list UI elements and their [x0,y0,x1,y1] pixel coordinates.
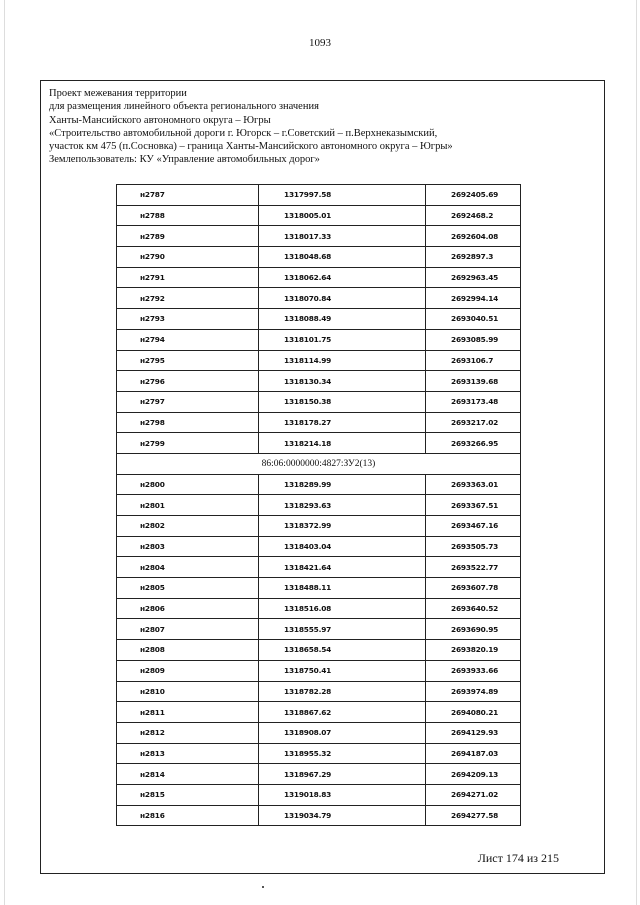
x-coordinate-cell: 1318178.27 [259,412,426,433]
table-row [117,578,521,599]
x-coordinate-cell: 1318867.62 [259,702,426,723]
point-id-cell: н2816 [117,805,259,826]
y-coordinate-cell: 2693607.78 [426,578,521,599]
table-row [117,784,521,805]
y-coordinate-cell: 2693367.51 [426,495,521,516]
point-id-cell: н2812 [117,722,259,743]
document-header [49,87,594,167]
y-coordinate-cell: 2692963.45 [426,267,521,288]
table-row [117,267,521,288]
y-coordinate-cell: 2693933.66 [426,660,521,681]
point-id-cell: н2807 [117,619,259,640]
y-coordinate-cell: 2692994.14 [426,288,521,309]
point-id-cell: н2798 [117,412,259,433]
y-coordinate-cell: 2693266.95 [426,433,521,454]
point-id-cell: н2803 [117,536,259,557]
x-coordinate-cell: 1318017.33 [259,226,426,247]
point-id-cell: н2791 [117,267,259,288]
point-id-cell: н2800 [117,474,259,495]
table-row [117,536,521,557]
x-coordinate-cell: 1317997.58 [259,185,426,206]
x-coordinate-cell: 1318372.99 [259,516,426,537]
table-row [117,557,521,578]
y-coordinate-cell: 2693173.48 [426,391,521,412]
x-coordinate-cell: 1318214.18 [259,433,426,454]
page-number: 1093 [309,37,331,49]
table-row [117,288,521,309]
y-coordinate-cell: 2693040.51 [426,309,521,330]
y-coordinate-cell: 2693217.02 [426,412,521,433]
table-row [117,516,521,537]
x-coordinate-cell: 1318955.32 [259,743,426,764]
table-row [117,412,521,433]
point-id-cell: н2788 [117,205,259,226]
table-row [117,433,521,454]
point-id-cell: н2805 [117,578,259,599]
document-frame [40,80,605,874]
table-row [117,743,521,764]
point-id-cell: н2809 [117,660,259,681]
x-coordinate-cell: 1318070.84 [259,288,426,309]
x-coordinate-cell: 1318403.04 [259,536,426,557]
table-row [117,329,521,350]
y-coordinate-cell: 2692468.2 [426,205,521,226]
table-row [117,598,521,619]
point-id-cell: н2799 [117,433,259,454]
point-id-cell: н2813 [117,743,259,764]
table-row [117,722,521,743]
point-id-cell: н2815 [117,784,259,805]
y-coordinate-cell: 2694129.93 [426,722,521,743]
x-coordinate-cell: 1318114.99 [259,350,426,371]
table-row [117,371,521,392]
point-id-cell: н2790 [117,247,259,268]
table-row [117,391,521,412]
point-id-cell: н2814 [117,764,259,785]
y-coordinate-cell: 2693640.52 [426,598,521,619]
y-coordinate-cell: 2692897.3 [426,247,521,268]
point-id-cell: н2806 [117,598,259,619]
section-row [117,453,521,474]
header-line: участок км 475 (п.Сосновка) – граница Ханты-Мансийского автономного округа – Югры» [49,141,453,153]
x-coordinate-cell: 1318005.01 [259,205,426,226]
table-row [117,619,521,640]
x-coordinate-cell: 1318658.54 [259,640,426,661]
coordinates-table [116,184,521,826]
point-id-cell: н2808 [117,640,259,661]
x-coordinate-cell: 1318130.34 [259,371,426,392]
x-coordinate-cell: 1319034.79 [259,805,426,826]
x-coordinate-cell: 1318062.64 [259,267,426,288]
point-id-cell: н2795 [117,350,259,371]
table-row [117,309,521,330]
y-coordinate-cell: 2693085.99 [426,329,521,350]
x-coordinate-cell: 1318967.29 [259,764,426,785]
y-coordinate-cell: 2693106.7 [426,350,521,371]
x-coordinate-cell: 1318908.07 [259,722,426,743]
x-coordinate-cell: 1318289.99 [259,474,426,495]
x-coordinate-cell: 1318088.49 [259,309,426,330]
y-coordinate-cell: 2693363.01 [426,474,521,495]
table-row [117,764,521,785]
point-id-cell: н2810 [117,681,259,702]
x-coordinate-cell: 1318048.68 [259,247,426,268]
sheet-counter: Лист 174 из 215 [477,851,559,865]
table-row [117,640,521,661]
table-row [117,205,521,226]
x-coordinate-cell: 1319018.83 [259,784,426,805]
x-coordinate-cell: 1318516.08 [259,598,426,619]
table-row [117,247,521,268]
table-row [117,805,521,826]
point-id-cell: н2793 [117,309,259,330]
header-line: Землепользователь: КУ «Управление автомобильных дорог» [49,154,320,166]
x-coordinate-cell: 1318750.41 [259,660,426,681]
x-coordinate-cell: 1318782.28 [259,681,426,702]
point-id-cell: н2794 [117,329,259,350]
point-id-cell: н2811 [117,702,259,723]
table-row [117,495,521,516]
x-coordinate-cell: 1318293.63 [259,495,426,516]
y-coordinate-cell: 2694080.21 [426,702,521,723]
point-id-cell: н2787 [117,185,259,206]
y-coordinate-cell: 2694209.13 [426,764,521,785]
coordinates-table-body [117,185,521,826]
x-coordinate-cell: 1318150.38 [259,391,426,412]
table-row [117,350,521,371]
section-title: 86:06:0000000:4827:ЗУ2(13) [117,453,521,474]
scan-edge-right [636,0,637,905]
scan-speck [262,886,264,888]
y-coordinate-cell: 2694187.03 [426,743,521,764]
y-coordinate-cell: 2694271.02 [426,784,521,805]
table-row [117,185,521,206]
header-line: «Строительство автомобильной дороги г. Югорск – г.Советский – п.Верхнеказымский, [49,127,438,139]
header-line: Ханты-Мансийского автономного округа – Югры [49,114,271,126]
x-coordinate-cell: 1318488.11 [259,578,426,599]
x-coordinate-cell: 1318421.64 [259,557,426,578]
table-row [117,660,521,681]
point-id-cell: н2792 [117,288,259,309]
point-id-cell: н2797 [117,391,259,412]
scan-edge-left [4,0,5,905]
y-coordinate-cell: 2693505.73 [426,536,521,557]
y-coordinate-cell: 2694277.58 [426,805,521,826]
table-row [117,702,521,723]
y-coordinate-cell: 2693974.89 [426,681,521,702]
point-id-cell: н2804 [117,557,259,578]
point-id-cell: н2802 [117,516,259,537]
point-id-cell: н2801 [117,495,259,516]
header-line: для размещения линейного объекта регионального значения [49,101,319,113]
x-coordinate-cell: 1318555.97 [259,619,426,640]
table-row [117,681,521,702]
table-row [117,474,521,495]
y-coordinate-cell: 2693139.68 [426,371,521,392]
y-coordinate-cell: 2693522.77 [426,557,521,578]
header-line: Проект межевания территории [49,88,187,99]
y-coordinate-cell: 2693690.95 [426,619,521,640]
y-coordinate-cell: 2692405.69 [426,185,521,206]
point-id-cell: н2796 [117,371,259,392]
y-coordinate-cell: 2693467.16 [426,516,521,537]
y-coordinate-cell: 2692604.08 [426,226,521,247]
table-row [117,226,521,247]
y-coordinate-cell: 2693820.19 [426,640,521,661]
point-id-cell: н2789 [117,226,259,247]
x-coordinate-cell: 1318101.75 [259,329,426,350]
